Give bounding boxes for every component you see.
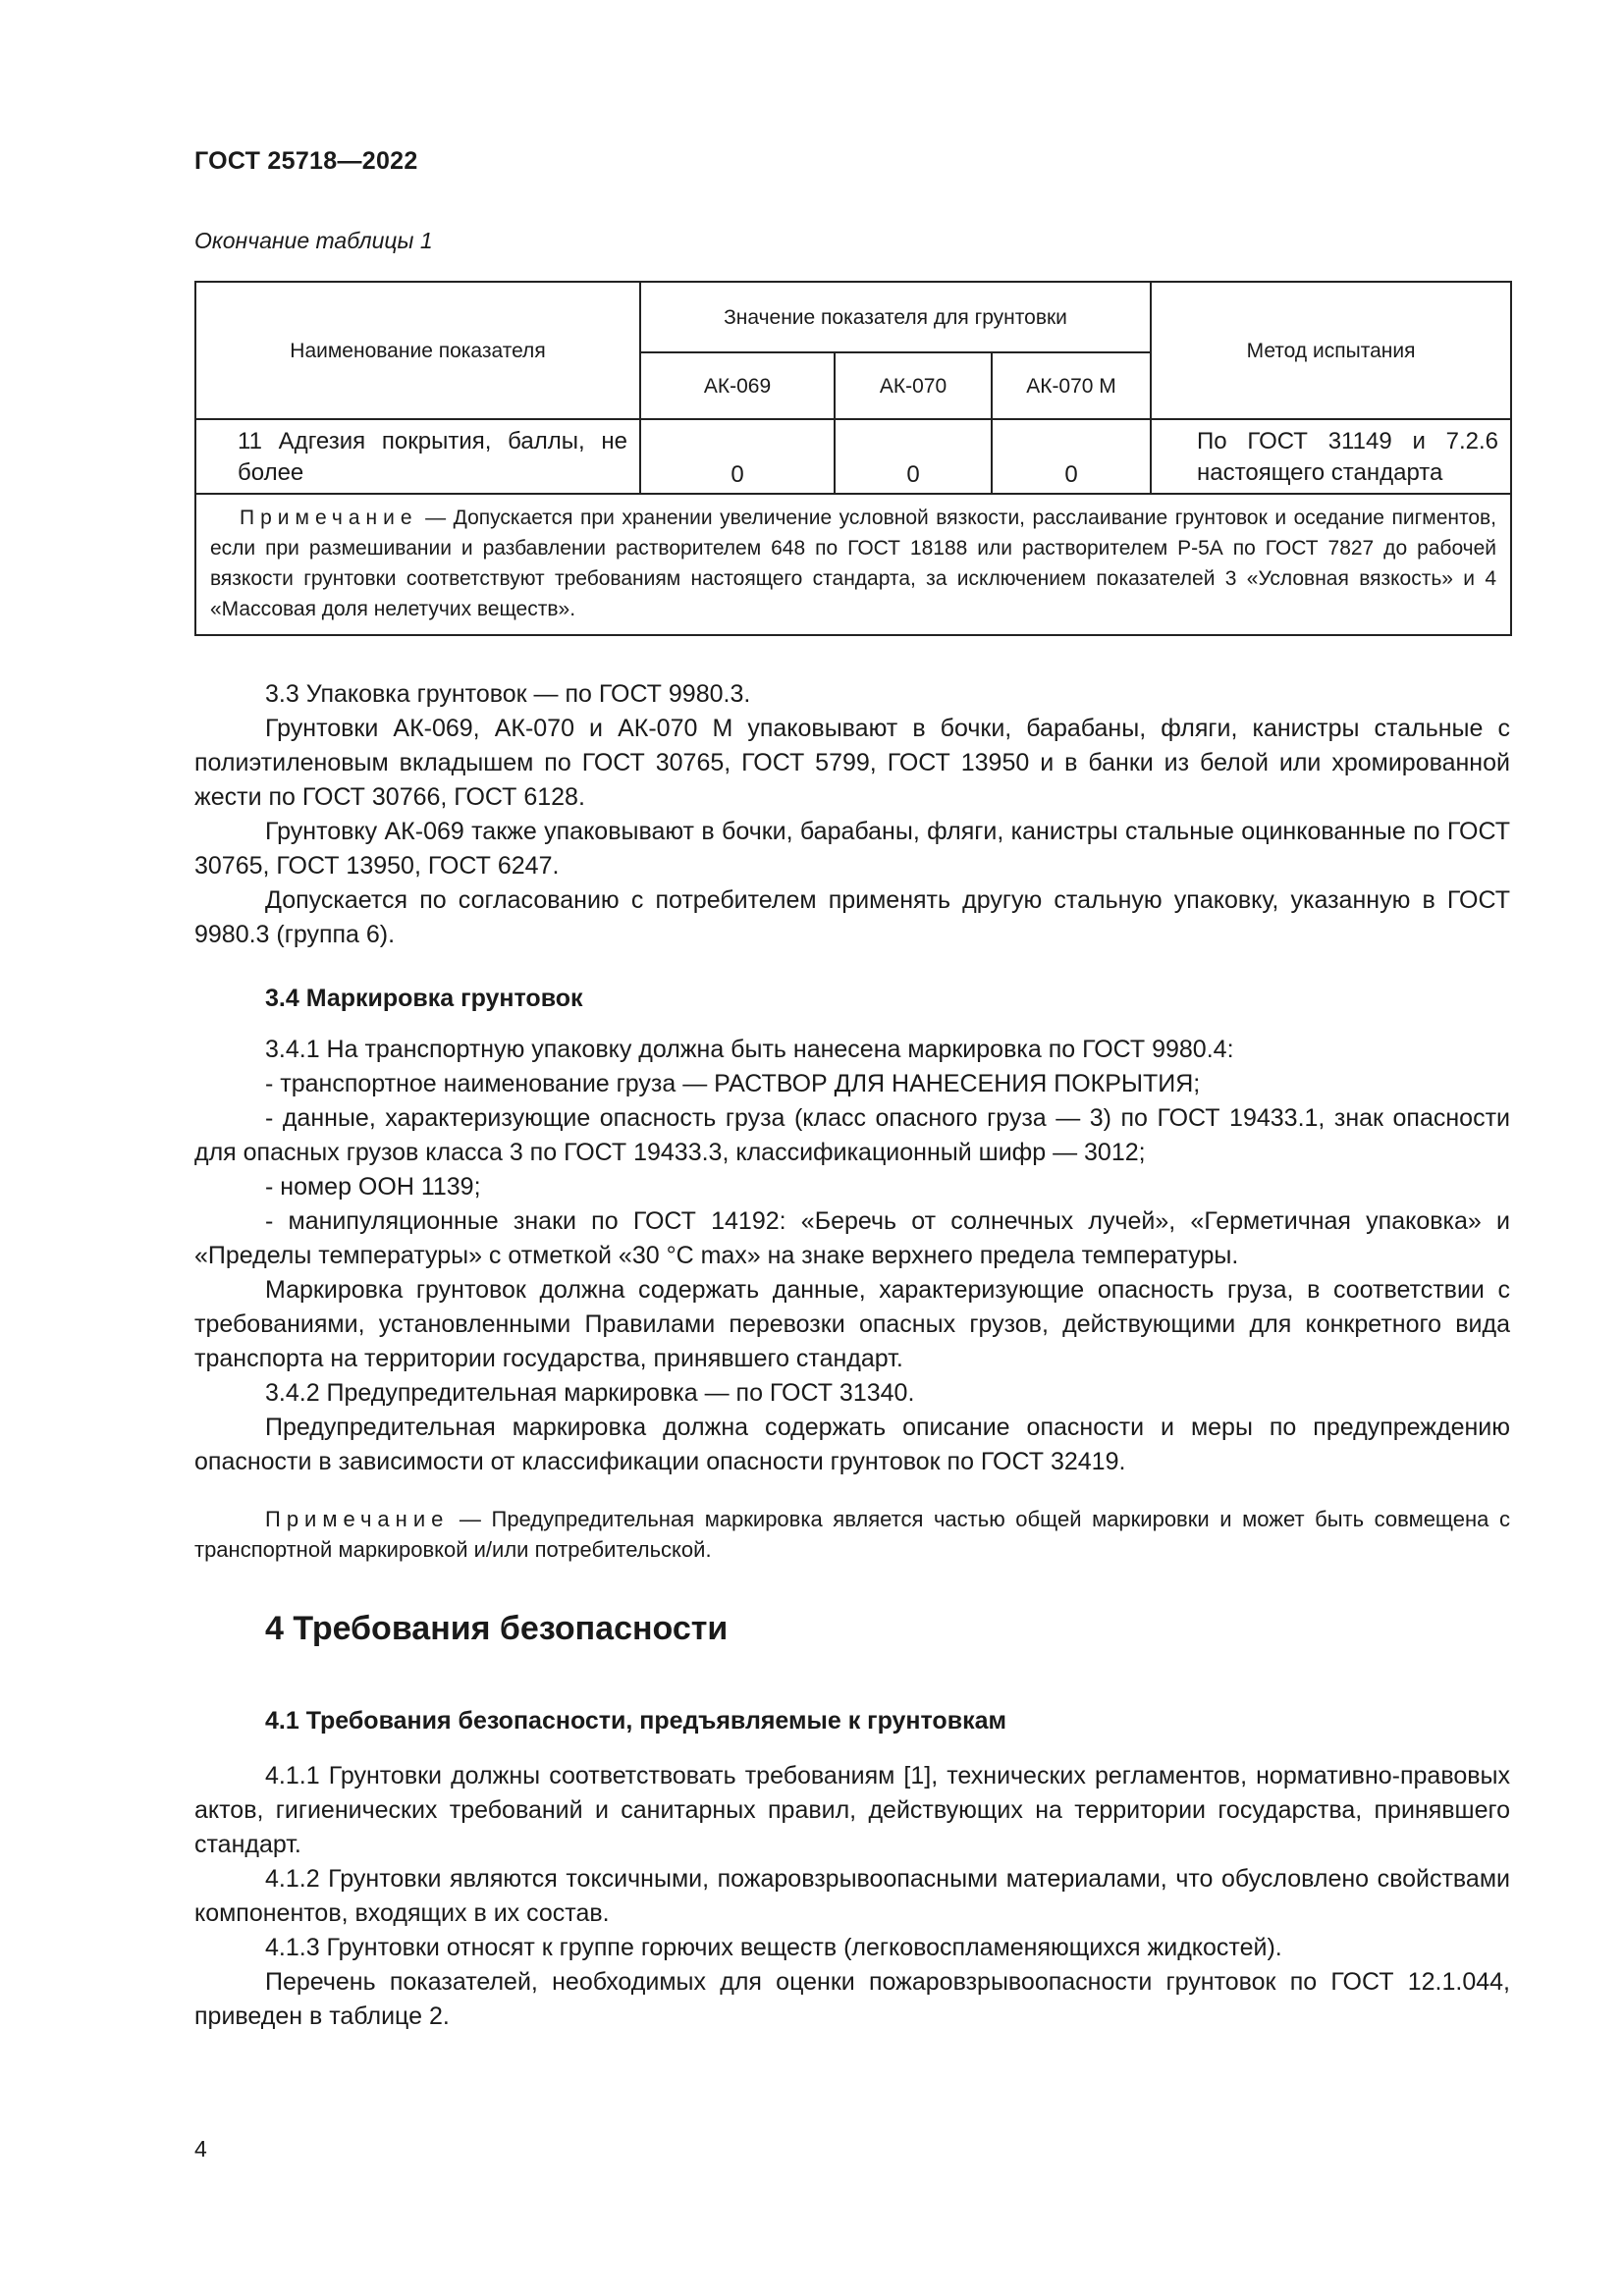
paragraph: Грунтовки АК-069, АК-070 и АК-070 М упаковывают в бочки, барабаны, фляги, канистры стальные с полиэтиленовым вкладышем по ГОСТ 30765, ГОСТ 5799, ГОСТ 13950 и в банки из белой или хромированной жести по ГОСТ 30766, ГОСТ 6128. (194, 715, 1510, 811)
row-name (195, 419, 640, 494)
value-ak069: 0 (640, 419, 835, 494)
header-ak070m: АК-070 М (992, 352, 1151, 419)
section-3-3 (194, 677, 1510, 952)
paragraph: Допускается по согласованию с потребителем применять другую стальную упаковку, указанную в ГОСТ 9980.3 (группа 6). (194, 886, 1510, 948)
header-ak069: АК-069 (640, 352, 835, 419)
paragraph: Перечень показателей, необходимых для оценки пожаровзрывоопасности грунтовок по ГОСТ 12.1.044, приведен в таблице 2. (194, 1968, 1510, 2030)
paragraph: Предупредительная маркировка должна содержать описание опасности и меры по предупреждению опасности в зависимости от классификации опасности грунтовок по ГОСТ 32419. (194, 1414, 1510, 1475)
row-name-line1: 11 Адгезия покрытия, баллы, не (238, 428, 627, 454)
paragraph: 3.4.1 На транспортную упаковку должна быть нанесена маркировка по ГОСТ 9980.4: (265, 1036, 1234, 1063)
paragraph: Грунтовку АК-069 также упаковывают в бочки, барабаны, фляги, канистры стальные оцинкованные по ГОСТ 30765, ГОСТ 13950, ГОСТ 6247. (194, 818, 1510, 880)
paragraph: Маркировка грунтовок должна содержать данные, характеризующие опасность груза, в соответствии с требованиями, установленными Правилами перевозки опасных грузов, действующими для конкретного вида транспорта на территории государства, принявшего стандарт. (194, 1276, 1510, 1372)
section-3-4-note (194, 1504, 1510, 1565)
table-row (195, 419, 1511, 494)
header-method-column: Метод испытания (1151, 282, 1511, 419)
section-3-4-heading: 3.4 Маркировка грунтовок (265, 985, 583, 1012)
header-value-group: Значение показателя для грунтовки (640, 282, 1151, 352)
document-header: ГОСТ 25718—2022 (194, 147, 418, 175)
paragraph: 3.4.2 Предупредительная маркировка — по ГОСТ 31340. (265, 1379, 915, 1407)
indicators-table (194, 281, 1512, 636)
note-text: — Предупредительная маркировка является частью общей маркировки и может быть совмещена с транспортной маркировкой и/или потребительской. (194, 1507, 1510, 1562)
section-4-1-heading: 4.1 Требования безопасности, предъявляемые к грунтовкам (265, 1707, 1006, 1735)
section-3-4 (194, 1033, 1510, 1479)
table-note (195, 494, 1511, 635)
header-name-column: Наименование показателя (195, 282, 640, 419)
paragraph: 4.1.3 Грунтовки относят к группе горючих веществ (легковоспламеняющихся жидкостей). (265, 1934, 1282, 1961)
paragraph: 4.1.1 Грунтовки должны соответствовать требованиям [1], технических регламентов, нормативно-правовых актов, гигиенических требований и санитарных правил, действующих на территории государства, принявшего стандарт. (194, 1762, 1510, 1858)
section-4-heading: 4 Требования безопасности (265, 1610, 729, 1647)
row-method: По ГОСТ 31149 и 7.2.6 настоящего стандарта (1151, 419, 1511, 494)
value-ak070m: 0 (992, 419, 1151, 494)
header-ak070: АК-070 (835, 352, 992, 419)
paragraph: - данные, характеризующие опасность груза (класс опасного груза — 3) по ГОСТ 19433.1, знак опасности для опасных грузов класса 3 по ГОСТ 19433.3, классификационный шифр — 3012; (194, 1104, 1510, 1166)
table-caption: Окончание таблицы 1 (194, 228, 433, 253)
paragraph: 4.1.2 Грунтовки являются токсичными, пожаровзрывоопасными материалами, что обусловлено свойствами компонентов, входящих в их состав. (194, 1865, 1510, 1927)
row-name-line2: более (238, 459, 304, 486)
table-note-label: Примечание (240, 507, 418, 529)
paragraph: - номер ООН 1139; (265, 1173, 481, 1201)
value-ak070: 0 (835, 419, 992, 494)
section-4-1 (194, 1759, 1510, 2034)
note-label: Примечание (265, 1507, 450, 1531)
paragraph: - манипуляционные знаки по ГОСТ 14192: «Беречь от солнечных лучей», «Герметичная упаковка» и «Пределы температуры» с отметкой «30 °C max» на знаке верхнего предела температуры. (194, 1207, 1510, 1269)
paragraph: - транспортное наименование груза — РАСТВОР ДЛЯ НАНЕСЕНИЯ ПОКРЫТИЯ; (265, 1070, 1201, 1097)
page-number: 4 (194, 2136, 207, 2162)
table-note-text: — Допускается при хранении увеличение условной вязкости, расслаивание грунтовок и оседание пигментов, если при размешивании и разбавлении растворителем 648 по ГОСТ 18188 или растворителем Р-5А по ГОСТ 7827 до рабочей вязкости грунтовки соответствуют требованиям настоящего стандарта, за исключением показателей 3 «Условная вязкость» и 4 «Массовая доля нелетучих веществ». (210, 507, 1497, 620)
paragraph: 3.3 Упаковка грунтовок — по ГОСТ 9980.3. (265, 680, 751, 708)
